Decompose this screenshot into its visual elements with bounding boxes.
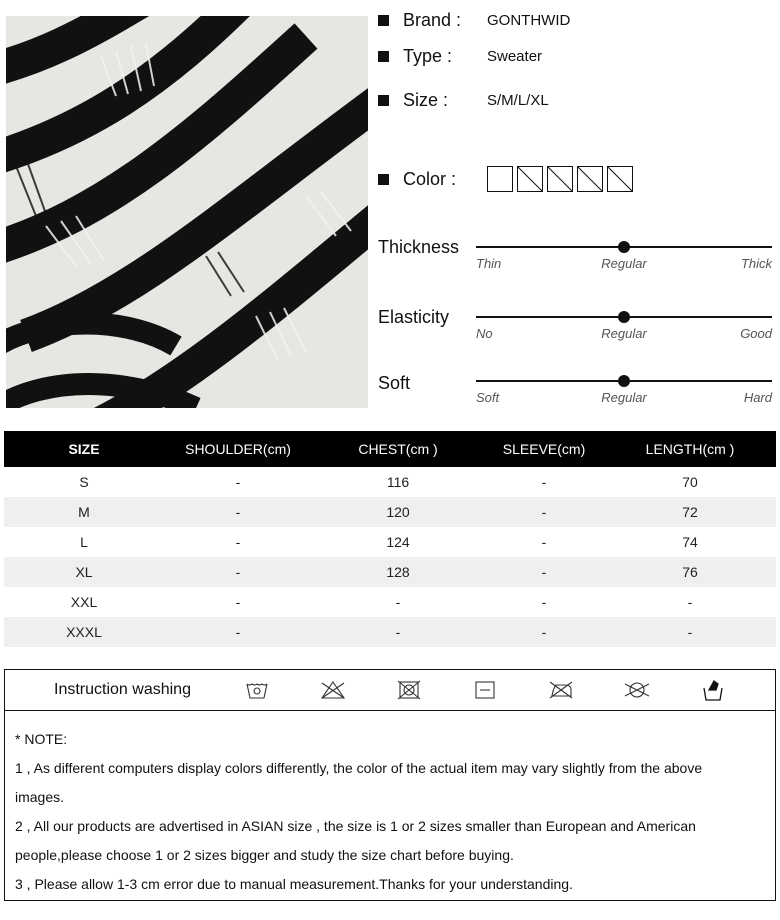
table-cell: - <box>235 594 241 610</box>
table-cell: 70 <box>682 474 698 490</box>
table-cell: L <box>80 534 88 550</box>
note-line: 3 , Please allow 1-3 cm error due to manual measurement.Thanks for your understanding. <box>15 876 573 892</box>
meter-tick-low: No <box>476 326 493 341</box>
note-line: images. <box>15 789 65 805</box>
meter-indicator-dot <box>618 375 630 387</box>
meter-indicator-dot <box>618 241 630 253</box>
meter-tick-mid: Regular <box>601 256 647 271</box>
column-header: SIZE <box>4 431 164 467</box>
table-cell: - <box>164 617 312 647</box>
washing-instructions-box <box>4 669 776 901</box>
color-swatch-unavailable <box>547 166 573 192</box>
bullet-square-icon <box>378 51 389 62</box>
table-cell: - <box>235 474 241 490</box>
meter-title-thickness: Thickness <box>378 237 460 257</box>
no-iron-icon <box>547 678 575 702</box>
bullet-square-icon <box>378 95 389 106</box>
spec-type <box>378 46 542 67</box>
color-swatch-unavailable <box>607 166 633 192</box>
spec-label: Brand : <box>403 10 462 30</box>
bullet-square-icon <box>378 15 389 26</box>
hand-wash-bucket-icon <box>699 678 727 702</box>
table-row <box>4 467 776 497</box>
table-cell: - <box>484 617 604 647</box>
meter-tick-low: Soft <box>476 390 500 405</box>
no-dry-clean-icon <box>623 678 651 702</box>
hand-wash-icon <box>243 678 271 702</box>
spec-size <box>378 90 549 111</box>
spec-label: Color : <box>403 168 457 189</box>
bullet-square-icon <box>378 174 389 185</box>
table-cell: 74 <box>682 534 698 550</box>
meter-tick-mid: Regular <box>601 326 647 341</box>
meter-title-elasticity: Elasticity <box>378 307 450 327</box>
column-header: LENGTH(cm ) <box>604 431 776 467</box>
softness-meter <box>476 380 772 420</box>
table-cell: - <box>164 497 312 527</box>
table-cell: - <box>164 557 312 587</box>
table-cell: - <box>484 557 604 587</box>
table-row <box>4 527 776 557</box>
table-cell: XL <box>4 557 164 587</box>
column-header: CHEST(cm ) <box>312 431 484 467</box>
meter-indicator-dot <box>618 311 630 323</box>
table-cell: 120 <box>312 497 484 527</box>
no-bleach-icon <box>319 678 347 702</box>
table-cell: - <box>235 534 241 550</box>
spec-label: Type : <box>403 46 453 66</box>
table-cell: - <box>312 617 484 647</box>
table-cell: - <box>604 617 776 647</box>
table-cell: XXXL <box>4 617 164 647</box>
washing-title: Instruction washing <box>54 681 191 698</box>
notes-section <box>5 711 775 899</box>
table-row <box>4 497 776 527</box>
spec-label: Size : <box>403 90 449 110</box>
column-header: SHOULDER(cm) <box>164 431 312 467</box>
table-row <box>4 587 776 617</box>
color-swatches <box>487 166 633 192</box>
table-cell: - <box>541 474 547 490</box>
table-cell: 76 <box>604 557 776 587</box>
table-row <box>4 617 776 647</box>
table-cell: 128 <box>312 557 484 587</box>
table-cell: - <box>541 594 547 610</box>
color-swatch-unavailable <box>517 166 543 192</box>
no-tumble-dry-icon <box>395 678 423 702</box>
note-heading: * NOTE: <box>15 731 68 747</box>
note-line: people,please choose 1 or 2 sizes bigger and study the size chart before buying. <box>15 847 514 863</box>
table-header-row <box>4 431 776 467</box>
size-chart-table <box>4 431 776 647</box>
elasticity-meter <box>476 316 772 356</box>
flat-dry-icon <box>471 678 499 702</box>
spec-value: Sweater <box>487 48 543 65</box>
table-cell: 124 <box>386 534 410 550</box>
table-cell: - <box>484 497 604 527</box>
thickness-meter <box>476 246 772 286</box>
care-icon-row <box>243 678 775 702</box>
color-swatch-unavailable <box>577 166 603 192</box>
column-header: SLEEVE(cm) <box>484 431 604 467</box>
table-row <box>4 557 776 587</box>
spec-value: GONTHWID <box>487 12 571 29</box>
meter-tick-low: Thin <box>476 256 502 271</box>
table-cell: 116 <box>386 474 410 490</box>
note-line: 1 , As different computers display colors differently, the color of the actual item may vary slightly from the above <box>15 760 703 776</box>
spec-brand <box>378 10 570 31</box>
table-cell: S <box>79 474 89 490</box>
table-cell: M <box>4 497 164 527</box>
table-cell: 72 <box>604 497 776 527</box>
washing-header <box>5 670 775 711</box>
spec-color <box>378 166 633 192</box>
table-cell: - <box>395 594 401 610</box>
note-line: 2 , All our products are advertised in ASIAN size , the size is 1 or 2 sizes smaller than European and American <box>15 818 696 834</box>
meter-tick-high: Thick <box>740 256 772 271</box>
table-cell: - <box>687 594 693 610</box>
meter-tick-mid: Regular <box>601 390 647 405</box>
meter-title-soft: Soft <box>378 373 411 393</box>
table-cell: XXL <box>70 594 98 610</box>
meter-tick-high: Hard <box>743 390 772 405</box>
product-photo <box>6 16 368 408</box>
meter-tick-high: Good <box>740 326 772 341</box>
spec-value: S/M/L/XL <box>487 92 549 109</box>
table-cell: - <box>541 534 547 550</box>
color-swatch-empty <box>487 166 513 192</box>
